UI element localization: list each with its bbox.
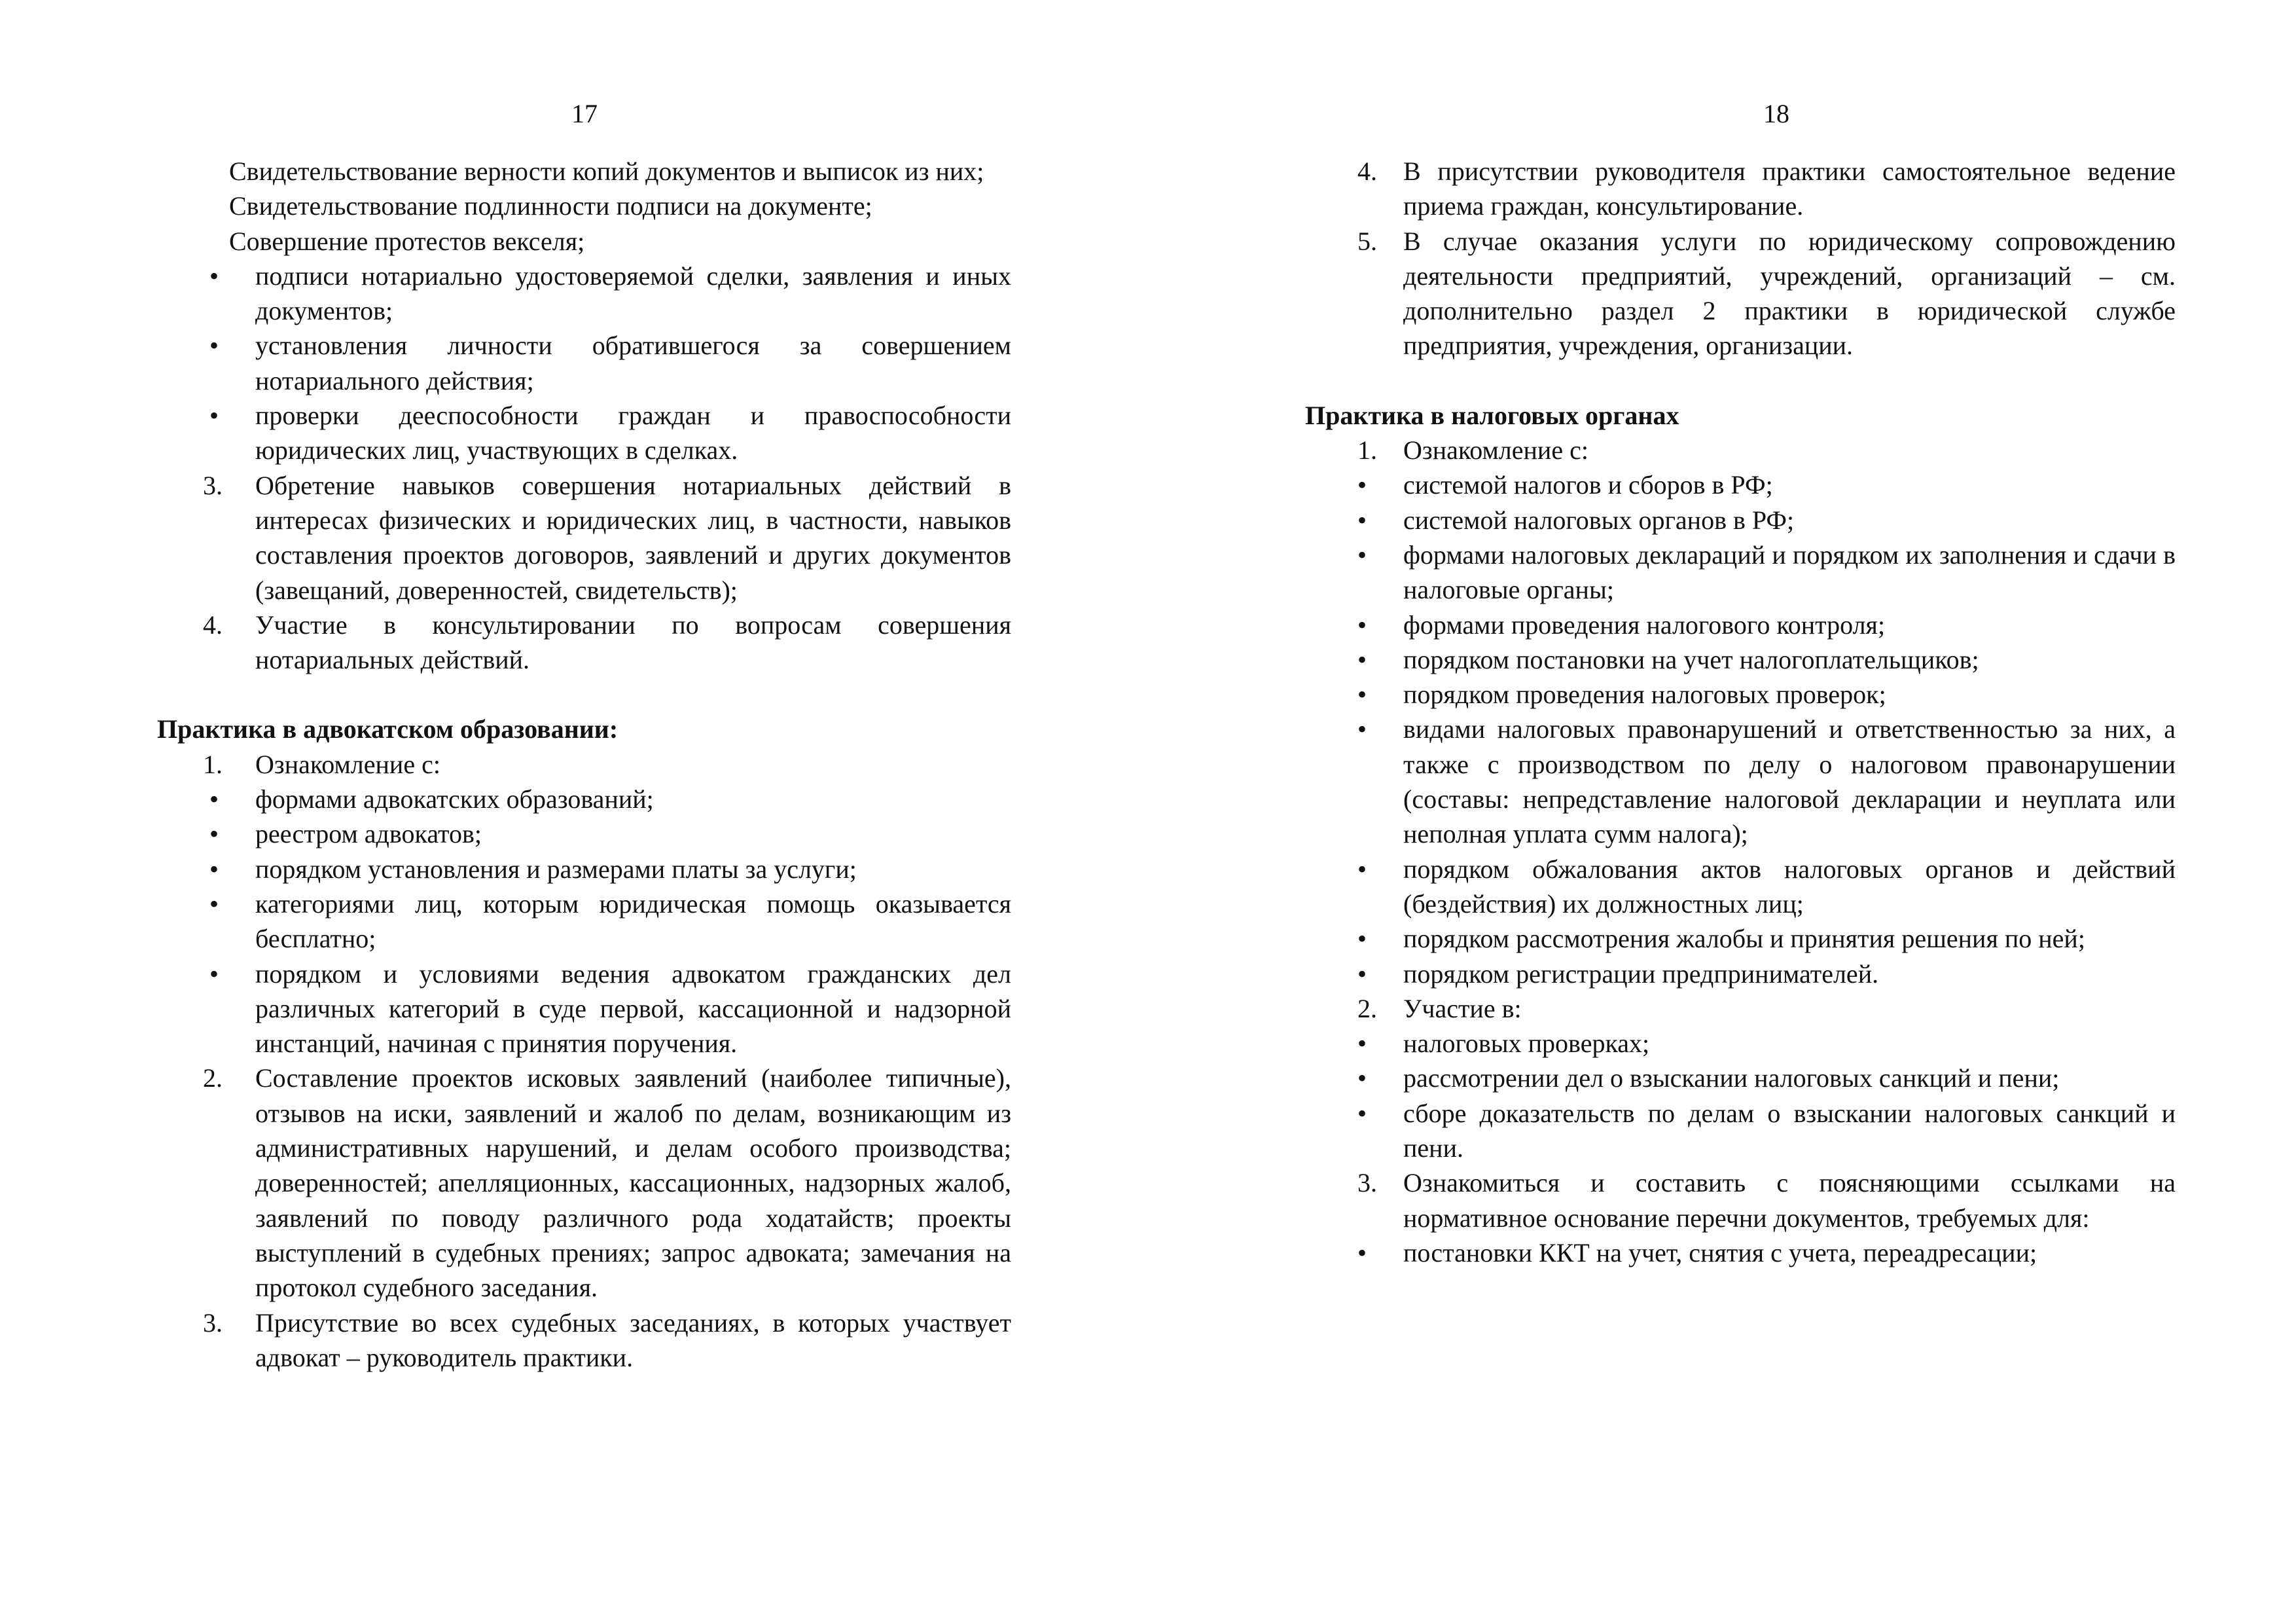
numbered-item (1305, 1165, 2176, 1235)
bullet-marker: • (1357, 470, 1367, 500)
bullet-marker: • (1357, 610, 1367, 640)
item-text: порядком обжалования актов налоговых органов и действий (бездействия) их должностных лиц; (1403, 854, 2176, 919)
bullet-marker: • (1357, 924, 1367, 954)
bullet-item (157, 782, 1011, 816)
bullet-item (1305, 921, 2176, 956)
bullet-marker: • (209, 401, 219, 431)
paragraph: Свидетельствование подлинности подписи на документе; (229, 191, 872, 221)
bullet-item (1305, 1096, 2176, 1166)
item-text: порядком рассмотрения жалобы и принятия решения по ней; (1403, 924, 2085, 954)
item-number: 2. (203, 1063, 223, 1093)
page-number: 18 (1763, 99, 1789, 128)
item-text: Обретение навыков совершения нотариальных действий в интересах физических и юридических лиц, в частности, навыков составления проектов договоров, заявлений и других документов (завещаний, доверенностей, свидетельств); (255, 470, 1011, 605)
item-text: системой налогов и сборов в РФ; (1403, 470, 1773, 500)
bullet-marker: • (1357, 714, 1367, 744)
item-number: 1. (1357, 435, 1377, 465)
item-text: видами налоговых правонарушений и ответственностью за них, а также с производством по делу о налоговом правонарушении (составы: непредставление налоговой декларации и неуплата или неполная уплата сумм налога); (1403, 714, 2176, 849)
item-text: категориями лиц, которым юридическая помощь оказывается бесплатно; (255, 888, 1011, 954)
item-text: формами проведения налогового контроля; (1403, 610, 1886, 640)
bullet-item (157, 852, 1011, 886)
item-text: системой налоговых органов в РФ; (1403, 505, 1795, 535)
bullet-marker: • (1357, 1063, 1367, 1093)
item-text: рассмотрении дел о взыскании налоговых санкций и пени; (1403, 1063, 2060, 1093)
item-text: сборе доказательств по делам о взыскании налоговых санкций и пени. (1403, 1098, 2176, 1163)
numbered-item (1305, 433, 2176, 467)
numbered-item (1305, 991, 2176, 1026)
bullet-item (1305, 608, 2176, 642)
bullet-marker: • (1357, 1098, 1367, 1128)
bullet-item (1305, 503, 2176, 538)
item-text: формами адвокатских образований; (255, 784, 654, 814)
item-text: Участие в: (1403, 993, 1522, 1023)
item-text: Ознакомление с: (255, 749, 440, 779)
bullet-marker: • (209, 888, 219, 919)
bullet-item (157, 328, 1011, 398)
bullet-marker: • (1357, 1029, 1367, 1059)
bullet-item (1305, 712, 2176, 851)
bullet-marker: • (209, 854, 219, 884)
item-text: порядком установления и размерами платы за услуги; (255, 854, 857, 884)
bullet-item (1305, 852, 2176, 922)
bullet-marker: • (209, 958, 219, 989)
bullet-marker: • (1357, 854, 1367, 884)
bullet-marker: • (1357, 505, 1367, 535)
item-text: порядком регистрации предпринимателей. (1403, 958, 1879, 989)
item-text: В присутствии руководителя практики самостоятельное ведение приема граждан, консультирование. (1403, 156, 2176, 221)
numbered-item (157, 608, 1011, 678)
numbered-item (157, 1305, 1011, 1376)
item-text: Участие в консультировании по вопросам совершения нотариальных действий. (255, 610, 1011, 675)
page-number: 17 (571, 99, 598, 128)
bullet-marker: • (1357, 644, 1367, 674)
item-text: Присутствие во всех судебных заседаниях, в которых участвует адвокат – руководитель практики. (255, 1307, 1011, 1372)
bullet-item (157, 398, 1011, 468)
right-page (1148, 0, 2296, 1623)
bullet-item (1305, 1026, 2176, 1061)
item-text: Составление проектов исковых заявлений (наиболее типичные), отзывов на иски, заявлений и жалоб по делам, возникающим из административных нарушений, и делам особого производства; доверенностей; апелляционных, кассационных, надзорных жалоб, заявлений по поводу различного рода ходатайств; проекты выступлений в судебных прениях; запрос адвоката; замечания на протокол судебного заседания. (255, 1063, 1011, 1303)
item-number: 1. (203, 749, 223, 779)
numbered-item (1305, 224, 2176, 363)
item-text: порядком постановки на учет налогоплательщиков; (1403, 644, 1979, 674)
bullet-marker: • (209, 331, 219, 361)
item-text: Ознакомиться и составить с поясняющими ссылками на нормативное основание перечни документов, требуемых для: (1403, 1168, 2176, 1233)
paragraph: Совершение протестов векселя; (229, 226, 585, 256)
numbered-item (157, 747, 1011, 782)
item-number: 4. (1357, 156, 1377, 186)
bullet-marker: • (1357, 680, 1367, 710)
bullet-item (1305, 1235, 2176, 1270)
bullet-item (1305, 957, 2176, 991)
bullet-item (1305, 1061, 2176, 1095)
item-number: 3. (203, 1307, 223, 1338)
item-text: установления личности обратившегося за совершением нотариального действия; (255, 331, 1011, 395)
section-heading: Практика в адвокатском образовании: (157, 714, 619, 744)
numbered-item (157, 468, 1011, 608)
item-number: 5. (1357, 226, 1377, 256)
bullet-item (1305, 538, 2176, 608)
bullet-marker: • (1357, 958, 1367, 989)
bullet-item (157, 957, 1011, 1061)
item-text: формами налоговых деклараций и порядком их заполнения и сдачи в налоговые органы; (1403, 539, 2176, 605)
bullet-item (157, 259, 1011, 329)
item-text: проверки дееспособности граждан и правоспособности юридических лиц, участвующих в сделках. (255, 401, 1011, 465)
bullet-item (1305, 677, 2176, 712)
bullet-item (1305, 642, 2176, 677)
item-number: 4. (203, 610, 223, 640)
item-text: постановки ККТ на учет, снятия с учета, переадресации; (1403, 1237, 2037, 1267)
item-text: В случае оказания услуги по юридическому сопровождению деятельности предприятий, учреждений, организаций – см. дополнительно раздел 2 практики в юридической службе предприятия, учреждения, организации. (1403, 226, 2176, 361)
bullet-marker: • (209, 261, 219, 291)
item-text: порядком и условиями ведения адвокатом гражданских дел различных категорий в суде первой, кассационной и надзорной инстанций, начиная с принятия поручения. (255, 958, 1011, 1059)
bullet-item (1305, 467, 2176, 502)
item-text: налоговых проверках; (1403, 1029, 1650, 1059)
numbered-item (157, 1061, 1011, 1305)
item-text: подписи нотариально удостоверяемой сделки, заявления и иных документов; (255, 261, 1011, 326)
item-text: порядком проведения налоговых проверок; (1403, 680, 1886, 710)
item-text: Ознакомление с: (1403, 435, 1588, 465)
item-number: 3. (1357, 1168, 1377, 1198)
bullet-marker: • (1357, 539, 1367, 570)
bullet-item (157, 816, 1011, 851)
section-heading: Практика в налоговых органах (1305, 400, 1679, 430)
bullet-marker: • (209, 784, 219, 814)
bullet-marker: • (209, 819, 219, 849)
numbered-item (1305, 154, 2176, 224)
bullet-marker: • (1357, 1237, 1367, 1267)
paragraph: Свидетельствование верности копий документов и выписок из них; (229, 156, 984, 186)
item-number: 3. (203, 470, 223, 500)
item-text: реестром адвокатов; (255, 819, 482, 849)
item-number: 2. (1357, 993, 1377, 1023)
page-body (1305, 154, 2176, 1270)
bullet-item (157, 886, 1011, 957)
page-body (157, 154, 1011, 1375)
